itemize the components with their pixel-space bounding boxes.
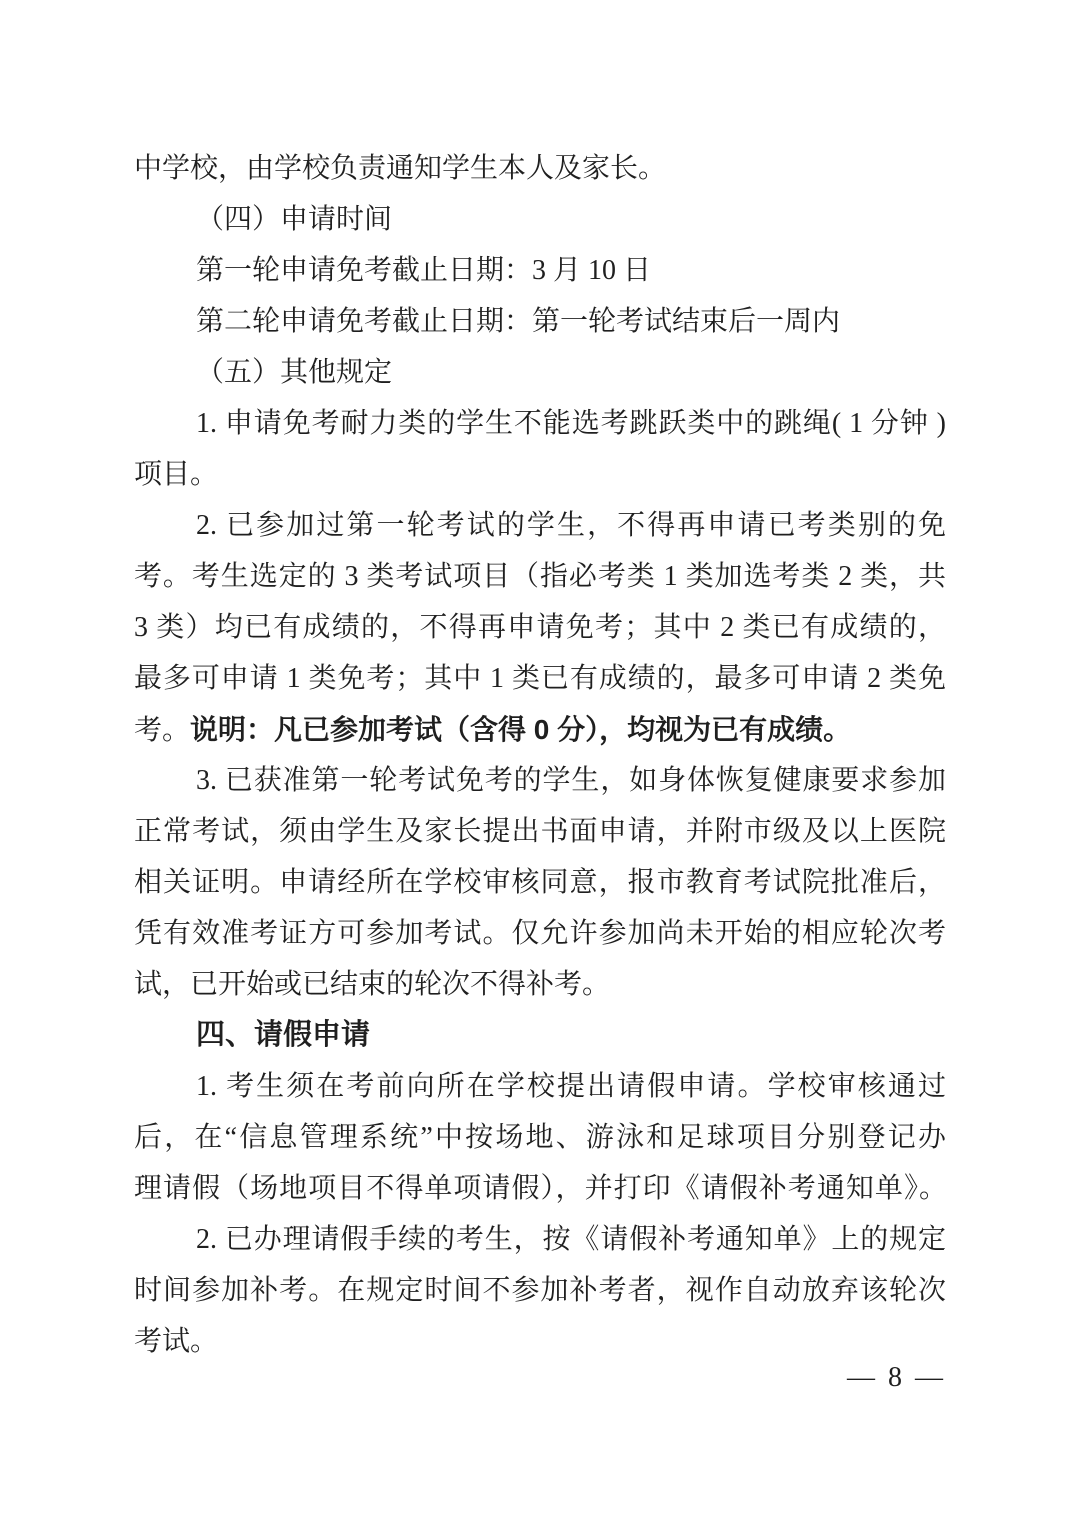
text-line: 考。考生选定的 3 类考试项目（指必考类 1 类加选考类 2 类，共 <box>134 561 946 592</box>
document-body <box>134 143 946 1367</box>
section-label-other-rules: （五）其他规定 <box>196 357 393 388</box>
page-number: — 8 — <box>847 1362 946 1393</box>
deadline-round-2: 第二轮申请免考截止日期：第一轮考试结束后一周内 <box>196 306 841 337</box>
deadline-round-1: 第一轮申请免考截止日期：3 月 10 日 <box>196 255 652 286</box>
text-line: 中学校，由学校负责通知学生本人及家长。 <box>134 153 667 184</box>
text-segment: 考。 <box>134 715 191 746</box>
text-line: 试，已开始或已结束的轮次不得补考。 <box>134 969 611 1000</box>
text-line: 理请假（场地项目不得单项请假），并打印《请假补考通知单》。 <box>134 1173 946 1204</box>
text-line: 时间参加补考。在规定时间不参加补考者，视作自动放弃该轮次 <box>134 1275 946 1306</box>
bold-note: 说明：凡已参加考试（含得 0 分），均视为已有成绩。 <box>190 714 852 745</box>
text-line: 3 类）均已有成绩的，不得再申请免考；其中 2 类已有成绩的， <box>134 612 946 643</box>
section-label-application-time: （四）申请时间 <box>196 204 393 235</box>
text-line: 2. 已办理请假手续的考生，按《请假补考通知单》上的规定 <box>196 1224 946 1255</box>
text-line: 后，在“信息管理系统”中按场地、游泳和足球项目分别登记办 <box>134 1122 946 1153</box>
text-line: 3. 已获准第一轮考试免考的学生，如身体恢复健康要求参加 <box>196 765 946 796</box>
text-line: 正常考试，须由学生及家长提出书面申请，并附市级及以上医院 <box>134 816 946 847</box>
section-heading-leave-request: 四、请假申请 <box>196 1019 371 1051</box>
text-line: 凭有效准考证方可参加考试。仅允许参加尚未开始的相应轮次考 <box>134 918 946 949</box>
text-line: 1. 申请免考耐力类的学生不能选考跳跃类中的跳绳( 1 分钟 ) <box>196 408 946 439</box>
text-line: 1. 考生须在考前向所在学校提出请假申请。学校审核通过 <box>196 1071 946 1102</box>
text-line: 考试。 <box>134 1326 219 1357</box>
text-line-with-bold-note <box>134 704 946 755</box>
text-line: 项目。 <box>134 459 219 490</box>
text-line: 最多可申请 1 类免考；其中 1 类已有成绩的，最多可申请 2 类免 <box>134 663 946 694</box>
text-line: 2. 已参加过第一轮考试的学生，不得再申请已考类别的免 <box>196 510 946 541</box>
text-line: 相关证明。申请经所在学校审核同意，报市教育考试院批准后， <box>134 867 946 898</box>
